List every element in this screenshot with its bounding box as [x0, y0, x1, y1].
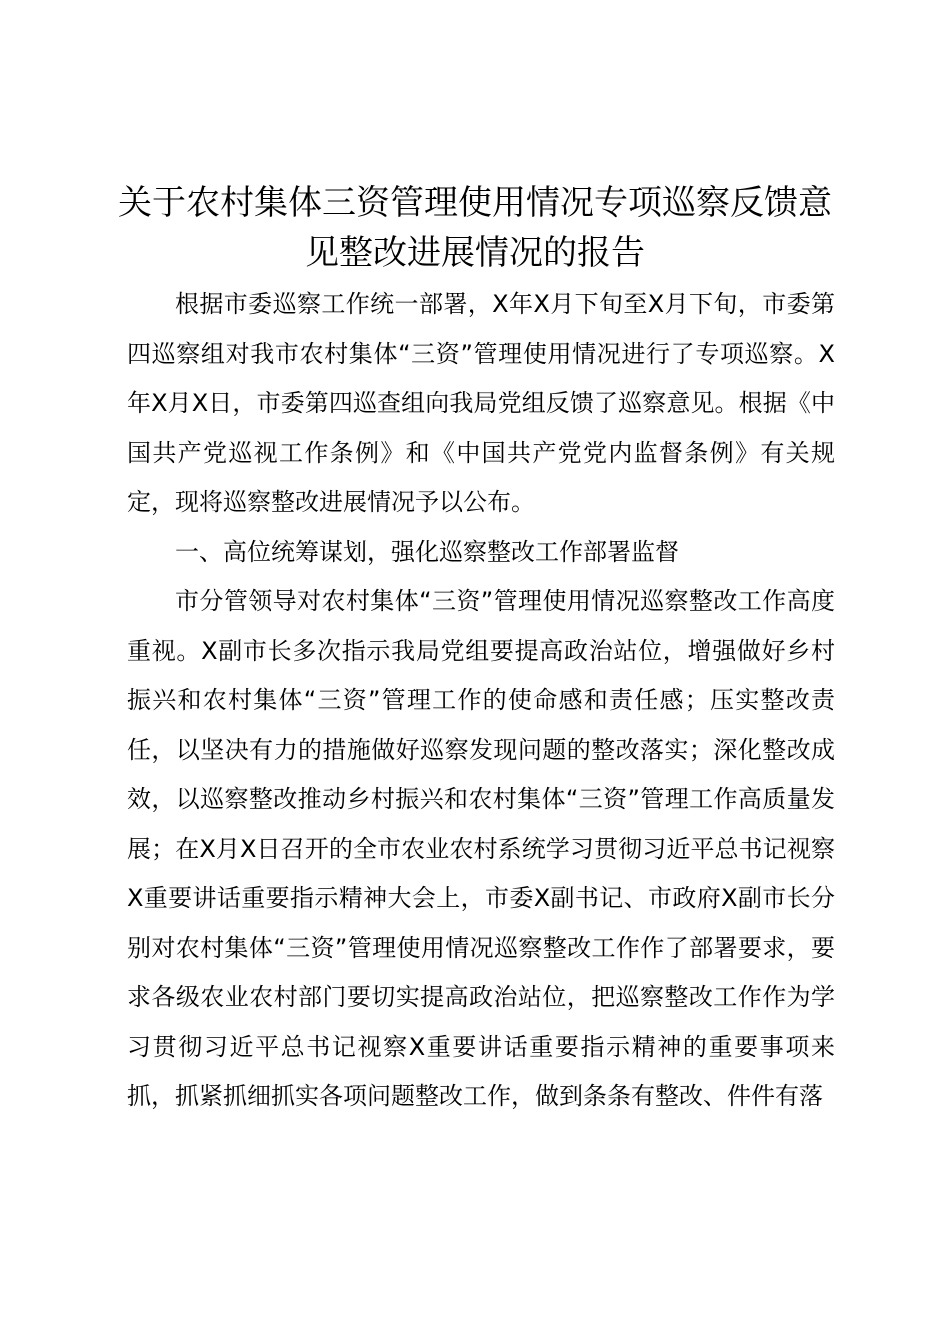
paragraph-intro: 根据市委巡察工作统一部署，X年X月下旬至X月下旬，市委第四巡察组对我市农村集体“三资”管理使用情况进行了专项巡察。X年X月X日，市委第四巡查组向我局党组反馈了巡察意见。根据《中国共产党巡视工作条例》和《中国共产党党内监督条例》有关规定，现将巡察整改进展情况予以公布。	[127, 290, 835, 516]
section-heading-1: 一、高位统筹谋划，强化巡察整改工作部署监督	[175, 537, 679, 566]
document-body	[127, 280, 835, 1122]
document-title: 关于农村集体三资管理使用情况专项巡察反馈意见整改进展情况的报告	[118, 183, 832, 273]
paragraph-section-1: 市分管领导对农村集体“三资”管理使用情况巡察整改工作高度重视。X副市长多次指示我局党组要提高政治站位，增强做好乡村振兴和农村集体“三资”管理工作的使命感和责任感；压实整改责任，以坚决有力的措施做好巡察发现问题的整改落实；深化整改成效，以巡察整改推动乡村振兴和农村集体“三资”管理工作高质量发展；在X月X日召开的全市农业农村系统学习贯彻习近平总书记视察X重要讲话重要指示精神大会上，市委X副书记、市政府X副市长分别对农村集体“三资”管理使用情况巡察整改工作作了部署要求，要求各级农业农村部门要切实提高政治站位，把巡察整改工作作为学习贯彻习近平总书记视察X重要讲话重要指示精神的重要事项来抓，抓紧抓细抓实各项问题整改工作，做到条条有整改、件件有落	[127, 587, 835, 1110]
